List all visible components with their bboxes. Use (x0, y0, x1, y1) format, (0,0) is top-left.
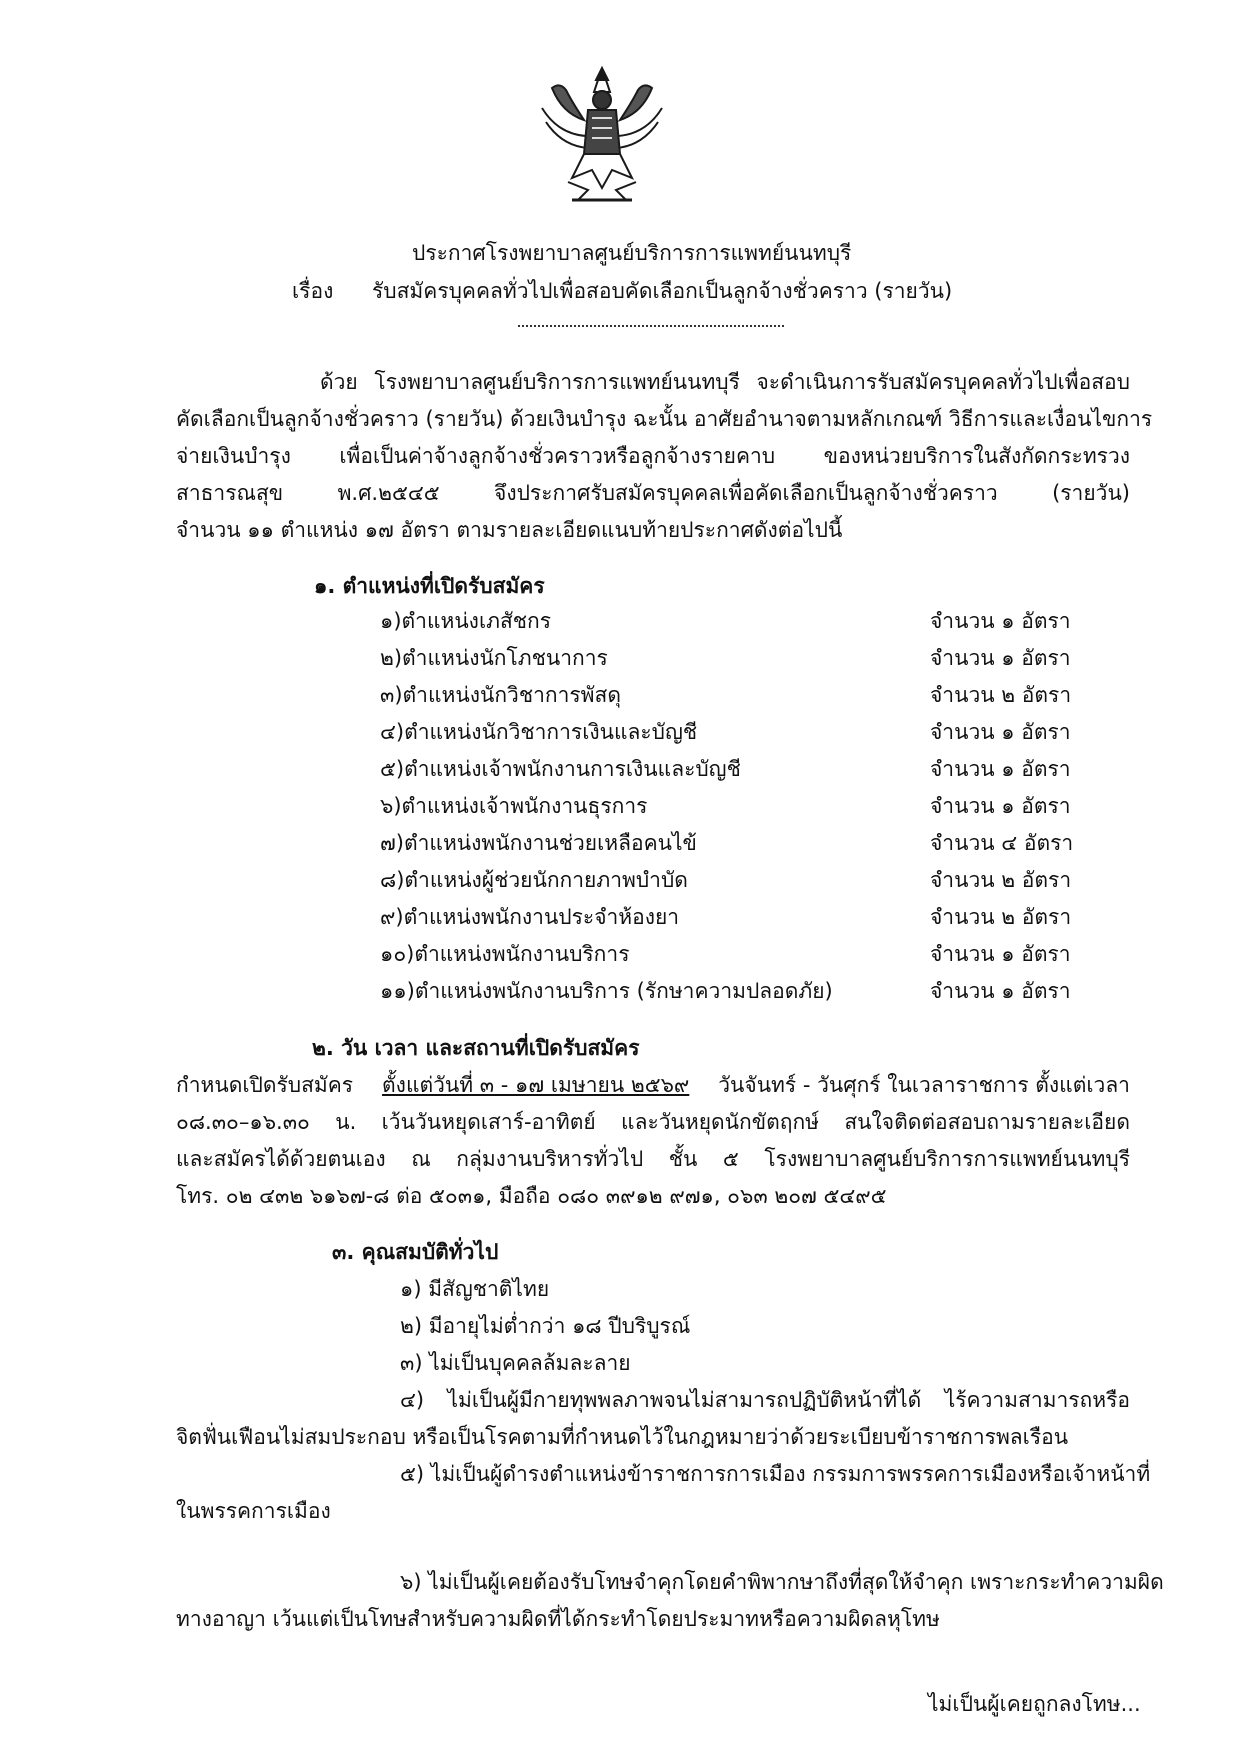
qualification-item-4-line-2: จิตฟั่นเฟือนไม่สมประกอบ หรือเป็นโรคตามที่กำหนดไว้ในกฎหมายว่าด้วยระเบียบข้าราชการพลเรือน (176, 1425, 1069, 1449)
intro-line-4: สาธารณสุข พ.ศ.๒๕๔๕ จึงประกาศรับสมัครบุคคลเพื่อคัดเลือกเป็นลูกจ้างชั่วคราว (รายวัน) (176, 481, 1130, 505)
section2-line-2: ๐๘.๓๐–๑๖.๓๐ น. เว้นวันหยุดเสาร์-อาทิตย์ และวันหยุดนักขัตฤกษ์ สนใจติดต่อสอบถามรายละเอียด (176, 1110, 1130, 1134)
position-count: จำนวน ๑ อัตรา (930, 646, 1071, 670)
qualification-item-5-line-2: ในพรรคการเมือง (176, 1499, 331, 1523)
position-name: ๔)ตำแหน่งนักวิชาการเงินและบัญชี (380, 720, 698, 744)
position-name: ๗)ตำแหน่งพนักงานช่วยเหลือคนไข้ (380, 831, 697, 855)
position-name: ๒)ตำแหน่งนักโภชนาการ (380, 646, 608, 670)
qualification-item-1: ๑) มีสัญชาติไทย (400, 1277, 550, 1301)
section2-line-3: และสมัครได้ด้วยตนเอง ณ กลุ่มงานบริหารทั่วไป ชั้น ๕ โรงพยาบาลศูนย์บริการการแพทย์นนทบุรี (176, 1147, 1130, 1171)
section2-line-1-suffix: วันจันทร์ - วันศุกร์ ในเวลาราชการ ตั้งแต่เวลา (718, 1073, 1130, 1097)
position-count: จำนวน ๑ อัตรา (930, 609, 1071, 633)
position-count: จำนวน ๑ อัตรา (930, 979, 1071, 1003)
application-date-range: ตั้งแต่วันที่ ๓ - ๑๗ เมษายน ๒๕๖๙ (382, 1073, 690, 1097)
page-continuation: ไม่เป็นผู้เคยถูกลงโทษ... (928, 1692, 1141, 1716)
position-count: จำนวน ๑ อัตรา (930, 942, 1071, 966)
section2-line-4: โทร. ๐๒ ๔๓๒ ๖๑๖๗-๘ ต่อ ๕๐๓๑, มือถือ ๐๘๐ ๓๙๑๒ ๙๗๑, ๐๖๓ ๒๐๗ ๕๔๙๕ (176, 1184, 887, 1208)
announcement-title: ประกาศโรงพยาบาลศูนย์บริการการแพทย์นนทบุรี (412, 241, 852, 265)
position-count: จำนวน ๑ อัตรา (930, 757, 1071, 781)
position-name: ๓)ตำแหน่งนักวิชาการพัสดุ (380, 683, 621, 707)
intro-line-1: ด้วย โรงพยาบาลศูนย์บริการการแพทย์นนทบุรี จะดำเนินการรับสมัครบุคคลทั่วไปเพื่อสอบ (320, 370, 1130, 394)
section2-heading: ๒. วัน เวลา และสถานที่เปิดรับสมัคร (312, 1036, 640, 1060)
position-name: ๑)ตำแหน่งเภสัชกร (380, 609, 552, 633)
garuda-emblem-icon (532, 58, 672, 208)
subject-text: รับสมัครบุคคลทั่วไปเพื่อสอบคัดเลือกเป็นลูกจ้างชั่วคราว (รายวัน) (372, 279, 953, 303)
qualification-item-5-line-1: ๕) ไม่เป็นผู้ดำรงตำแหน่งข้าราชการการเมือง กรรมการพรรคการเมืองหรือเจ้าหน้าที่ (400, 1462, 1151, 1486)
position-count: จำนวน ๑ อัตรา (930, 794, 1071, 818)
position-name: ๕)ตำแหน่งเจ้าพนักงานการเงินและบัญชี (380, 757, 741, 781)
position-count: จำนวน ๑ อัตรา (930, 720, 1071, 744)
qualification-item-3: ๓) ไม่เป็นบุคคลล้มละลาย (400, 1351, 631, 1375)
header-divider (518, 325, 784, 327)
qualification-item-6-line-2: ทางอาญา เว้นแต่เป็นโทษสำหรับความผิดที่ได้กระทำโดยประมาทหรือความผิดลหุโทษ (176, 1607, 940, 1631)
intro-line-2: คัดเลือกเป็นลูกจ้างชั่วคราว (รายวัน) ด้วยเงินบำรุง ฉะนั้น อาศัยอำนาจตามหลักเกณฑ์ วิธีการและเงื่อนไขการ (176, 407, 1153, 431)
position-name: ๑๑)ตำแหน่งพนักงานบริการ (รักษาความปลอดภัย) (380, 979, 833, 1003)
qualification-item-2: ๒) มีอายุไม่ต่ำกว่า ๑๘ ปีบริบูรณ์ (400, 1314, 691, 1338)
position-count: จำนวน ๒ อัตรา (930, 905, 1072, 929)
section2-line-1 (176, 1066, 1130, 1104)
position-name: ๖)ตำแหน่งเจ้าพนักงานธุรการ (380, 794, 648, 818)
position-count: จำนวน ๒ อัตรา (930, 868, 1072, 892)
subject-label: เรื่อง (292, 279, 334, 303)
section2-line-1-prefix: กำหนดเปิดรับสมัคร (176, 1073, 354, 1097)
qualification-item-4-line-1: ๔) ไม่เป็นผู้มีกายทุพพลภาพจนไม่สามารถปฏิบัติหน้าที่ได้ ไร้ความสามารถหรือ (400, 1388, 1130, 1412)
intro-line-3: จ่ายเงินบำรุง เพื่อเป็นค่าจ้างลูกจ้างชั่วคราวหรือลูกจ้างรายคาบ ของหน่วยบริการในสังกัดกระทรวง (176, 444, 1130, 468)
position-count: จำนวน ๔ อัตรา (930, 831, 1074, 855)
intro-line-5: จำนวน ๑๑ ตำแหน่ง ๑๗ อัตรา ตามรายละเอียดแนบท้ายประกาศดังต่อไปนี้ (176, 518, 843, 542)
section3-heading: ๓. คุณสมบัติทั่วไป (332, 1240, 499, 1264)
position-count: จำนวน ๒ อัตรา (930, 683, 1072, 707)
position-name: ๘)ตำแหน่งผู้ช่วยนักกายภาพบำบัด (380, 868, 688, 892)
position-name: ๙)ตำแหน่งพนักงานประจำห้องยา (380, 905, 680, 929)
section1-heading: ๑. ตำแหน่งที่เปิดรับสมัคร (314, 574, 545, 598)
position-name: ๑๐)ตำแหน่งพนักงานบริการ (380, 942, 630, 966)
qualification-item-6-line-1: ๖) ไม่เป็นผู้เคยต้องรับโทษจำคุกโดยคำพิพากษาถึงที่สุดให้จำคุก เพราะกระทำความผิด (400, 1570, 1164, 1594)
